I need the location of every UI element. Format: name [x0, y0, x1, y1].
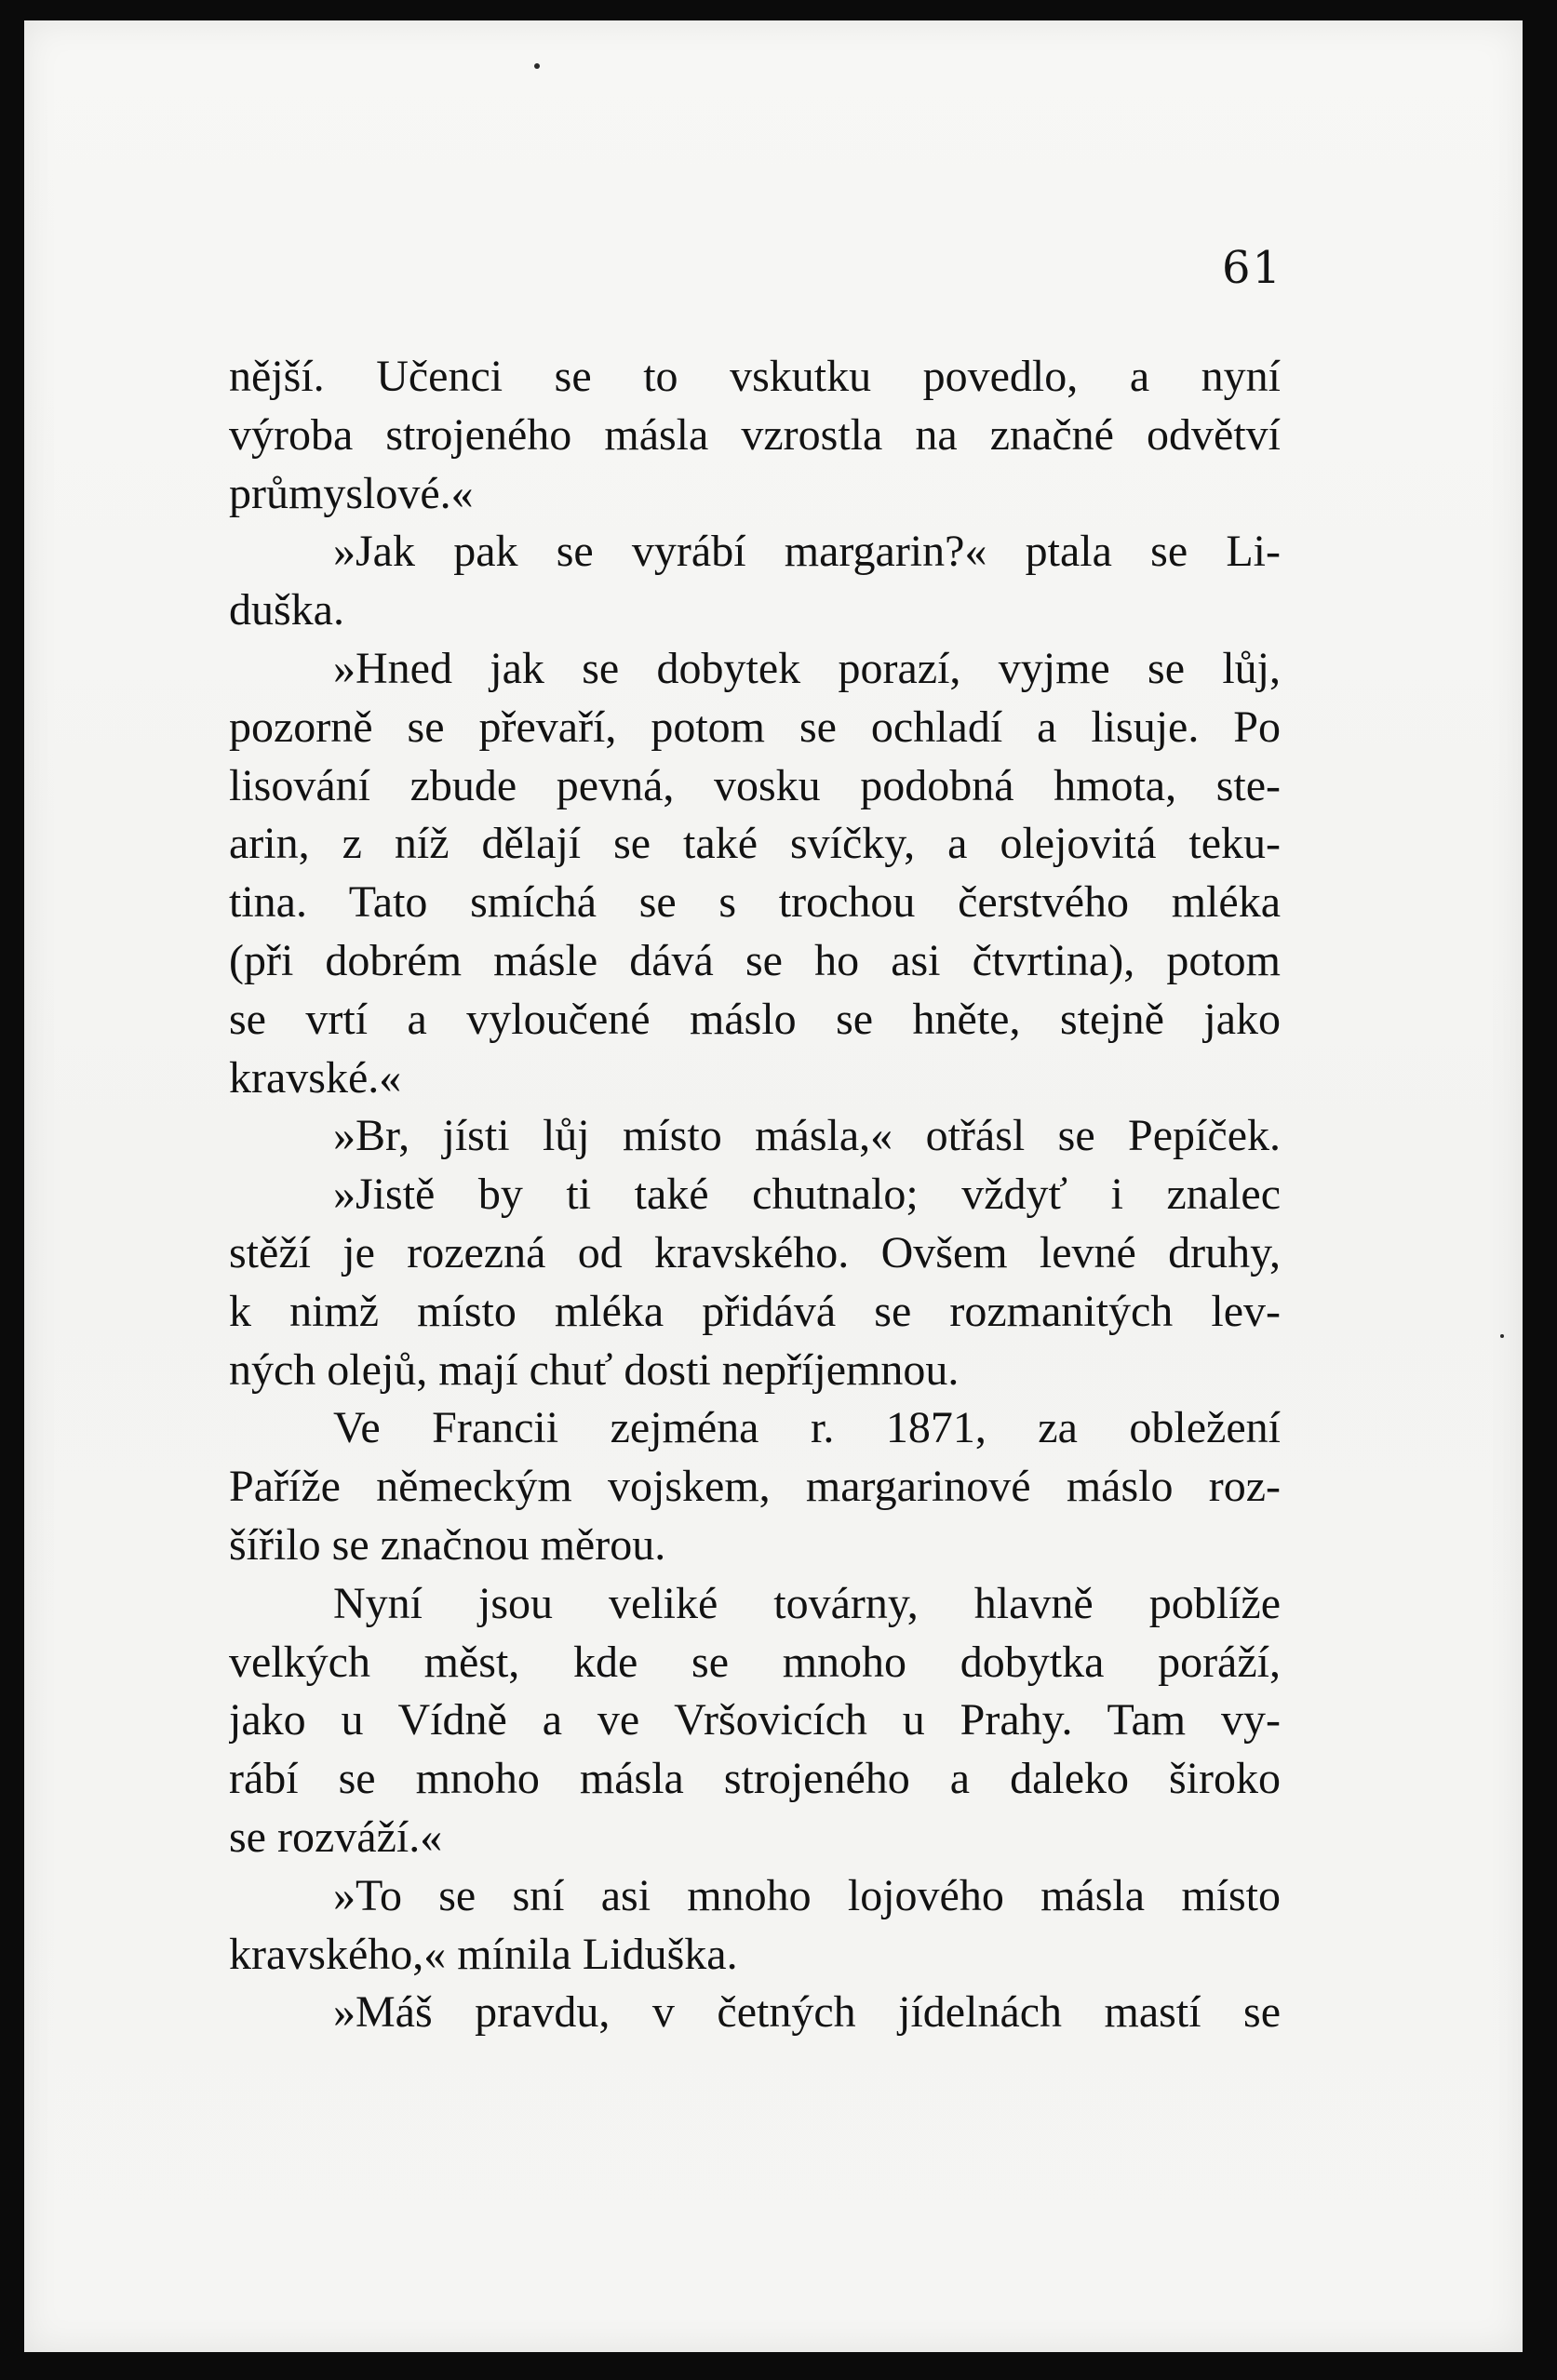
text-line: »Hned jak se dobytek porazí, vyjme se lůj, [333, 643, 1281, 693]
text-line: Nyní jsou veliké továrny, hlavně poblíže [333, 1578, 1281, 1628]
text-line: velkých měst, kde se mnoho dobytka poráží, [229, 1637, 1281, 1687]
text-line: průmyslové.« [229, 468, 474, 518]
text-line: se vrtí a vyloučené máslo se hněte, stejně jako [229, 994, 1281, 1044]
print-speck [534, 63, 540, 69]
text-line: kravského,« mínila Liduška. [229, 1929, 738, 1979]
text-line: šířilo se značnou měrou. [229, 1519, 666, 1570]
text-line: lisování zbude pevná, vosku podobná hmota, ste- [229, 760, 1281, 810]
text-line: »Jak pak se vyrábí margarin?« ptala se Li- [333, 527, 1281, 577]
text-line: Paříže německým vojskem, margarinové máslo roz- [229, 1462, 1281, 1512]
text-line: k nimž místo mléka přidává se rozmanitých lev- [229, 1286, 1281, 1336]
text-line: výroba strojeného másla vzrostla na značné odvětví [229, 409, 1281, 460]
text-line: rábí se mnoho másla strojeného a daleko široko [229, 1754, 1281, 1804]
text-line: duška. [229, 585, 344, 635]
text-line: »Máš pravdu, v četných jídelnách mastí se [333, 1987, 1281, 2038]
text-line: se rozváží.« [229, 1812, 443, 1862]
page-number: 61 [1222, 242, 1283, 294]
text-line: »Jistě by ti také chutnalo; vždyť i znalec [333, 1170, 1281, 1220]
book-page [24, 20, 1523, 2352]
text-line: arin, z níž dělají se také svíčky, a olejovitá teku- [229, 819, 1281, 869]
text-line: tina. Tato smíchá se s trochou čerstvého mléka [229, 877, 1281, 928]
print-speck [1500, 1334, 1504, 1338]
text-line: (při dobrém másle dává se ho asi čtvrtina), potom [229, 935, 1281, 985]
text-line: Ve Francii zejména r. 1871, za obležení [333, 1403, 1281, 1453]
text-line: ných olejů, mají chuť dosti nepříjemnou. [229, 1344, 960, 1395]
text-line: pozorně se převaří, potom se ochladí a lisuje. Po [229, 702, 1281, 752]
text-line: »Br, jísti lůj místo másla,« otřásl se Pepíček. [333, 1111, 1281, 1161]
text-line: nější. Učenci se to vskutku povedlo, a nyní [229, 352, 1281, 401]
body-text [229, 348, 1281, 2042]
text-line: kravské.« [229, 1052, 402, 1103]
text-line: stěží je rozezná od kravského. Ovšem levné druhy, [229, 1227, 1281, 1277]
text-line: jako u Vídně a ve Vršovicích u Prahy. Tam vy- [229, 1695, 1281, 1745]
text-line: »To se sní asi mnoho lojového másla místo [333, 1870, 1281, 1920]
